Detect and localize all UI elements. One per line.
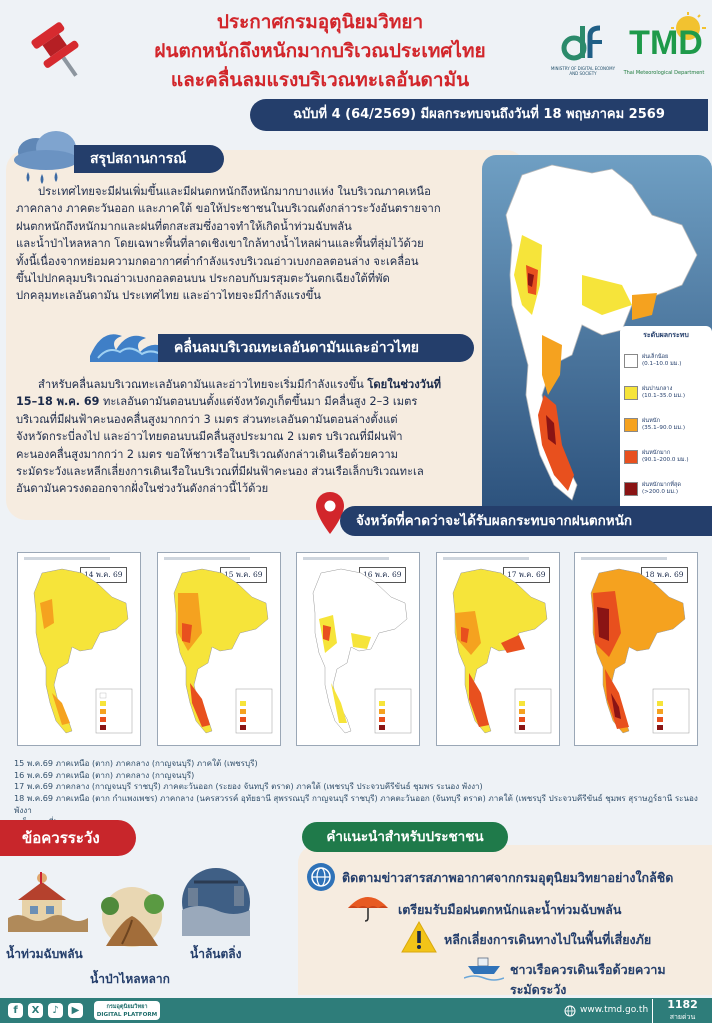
title-line-2: ฝนตกหนักถึงหนักมากบริเวณประเทศไทย [154,40,486,62]
daily-rain-map [22,563,138,743]
legend-item [624,441,708,473]
daily-map-date: 15 พ.ค. 69 [220,567,267,583]
advice-item: หลีกเลี่ยงการเดินทางไปในพื้นที่เสี่ยงภัย [444,932,652,947]
pushpin-icon [18,8,98,78]
legend-range: (0.1–10.0 มม.) [642,361,682,367]
waves-line: ทะเลอันดามันตอนบนตั้งแต่จังหวัดภูเก็ตขึ้นมา มีคลื่นสูง 2–3 เมตร [99,395,418,409]
legend-item [624,377,708,409]
location-pin-icon [316,492,344,534]
daily-map-card [157,552,281,746]
summary-line: ทั้งนี้เนื่องจากหย่อมความกดอากาศต่ำกำลังแรงบริเวณอ่าวเบงกอลตอนล่าง จะเคลื่อน [16,254,419,268]
legend-swatch-moderate [624,386,638,400]
tmd-logo-text: TMD [629,24,703,62]
daily-rain-map [301,563,417,743]
advice-heading: คำแนะนำสำหรับประชาชน [302,822,508,852]
facebook-icon[interactable]: f [8,1003,23,1018]
globe-small-icon [564,1005,576,1017]
summary-line: ปกคลุมทะเลอันดามัน ประเทศไทย และอ่าวไทยจะมีกำลังแรงขึ้น [16,289,321,303]
province-note: 17 พ.ค.69 ภาคกลาง (กาญจนบุรี ราชบุรี) ภาคตะวันออก (ระยอง จันทบุรี ตราด) ภาคใต้ (เพชรบุรี ประจวบคีรีขันธ์ ชุมพร ระนอง พังงา) [14,781,483,792]
summary-line: และน้ำป่าไหลหลาก โดยเฉพาะพื้นที่ลาดเชิงเขาใกล้ทางน้ำไหลผ่านและพื้นที่ลุ่มไว้ด้วย [16,237,424,251]
legend-item [624,345,708,377]
x-icon[interactable]: X [28,1003,43,1018]
advice-item: ชาวเรือควรเดินเรือด้วยความระมัดระวัง [510,962,666,997]
waves-heading: คลื่นลมบริเวณทะเลอันดามันและอ่าวไทย [158,334,474,362]
hotline-value: 1182 [667,998,698,1011]
legend-swatch-very-heavy [624,450,638,464]
tmd-logo-caption: Thai Meteorological Department [623,70,705,76]
website-link[interactable]: www.tmd.go.th [580,1005,649,1015]
summary-line: ฝนตกหนักถึงหนักมากและฝนที่ตกสะสมซึ่งอาจทำให้เกิดน้ำท่วมฉับพลัน [16,219,352,233]
provinces-heading: จังหวัดที่คาดว่าจะได้รับผลกระทบจากฝนตกหนัก [340,506,712,536]
waves-line: คะนองคลื่นสูงมากกว่า 2 เมตร ขอให้ชาวเรือในบริเวณดังกล่าวเดินเรือด้วยความ [16,447,398,461]
river-overflow-icon [180,866,252,938]
tiktok-icon[interactable]: ♪ [48,1003,63,1018]
flash-flood-label: น้ำท่วมฉับพลัน [6,947,83,961]
river-overflow-label: น้ำล้นตลิ่ง [190,947,242,961]
waves-line: บริเวณที่มีฝนฟ้าคะนองคลื่นสูงมากกว่า 3 เมตร ส่วนทะเลอันดามันตอนล่างตั้งแต่ [16,412,398,426]
digital-economy-logo [560,20,608,66]
daily-map-card [17,552,141,746]
digital-platform-badge[interactable] [94,1001,160,1020]
daily-map-date: 17 พ.ค. 69 [503,567,550,583]
daily-map-date: 14 พ.ค. 69 [80,567,127,583]
daily-map-date: 16 พ.ค. 69 [359,567,406,583]
daily-map-date: 18 พ.ค. 69 [641,567,688,583]
forest-run-label: น้ำป่าไหลหลาก [90,972,170,986]
province-note: 18 พ.ค.69 ภาคเหนือ (ตาก กำแพงเพชร) ภาคกลาง (นครสวรรค์ อุทัยธานี สุพรรณบุรี กาญจนบุรี ราชบุรี) ภาคตะวันออก (จันทบุรี ตราด) ภาคใต้ (เพชรบุรี ประจวบคีรีขันธ์ ชุมพร สุราษฎร์ธานี ระนอง พังงา [14,793,698,815]
waves-line: ระมัดระวังและหลีกเลี่ยงการเดินเรือในบริเวณที่มีฝนฟ้าคะนอง ส่วนเรือเล็กบริเวณทะเล [16,465,424,479]
digital-economy-caption: MINISTRY OF DIGITAL ECONOMY AND SOCIETY [550,66,616,76]
legend-item [624,409,708,441]
rain-legend [620,326,712,520]
legend-swatch-heavy [624,418,638,432]
title-line-1: ประกาศกรมอุตุนิยมวิทยา [216,11,424,33]
advice-item: เตรียมรับมือฝนตกหนักและน้ำท่วมฉับพลัน [398,902,622,917]
province-note: 15 พ.ค.69 ภาคเหนือ (ตาก) ภาคกลาง (กาญจนบุรี) ภาคใต้ (เพชรบุรี) [14,758,258,768]
umbrella-icon [346,892,390,922]
issue-banner: ฉบับที่ 4 (64/2569) มีผลกระทบจนถึงวันที่ 18 พฤษภาคม 2569 [250,99,708,131]
daily-map-card [436,552,560,746]
legend-label: ฝนหนัก [642,418,660,424]
boat-icon [464,948,504,982]
legend-swatch-extreme [624,482,638,496]
daily-rain-map [579,563,695,743]
summary-line: ภาคกลาง ภาคตะวันออก และภาคใต้ ขอให้ประชาชนในบริเวณดังกล่าวระวังอันตรายจาก [16,202,441,216]
advice-item: ติดตามข่าวสารสภาพอากาศจากกรมอุตุนิยมวิทยาอย่างใกล้ชิด [342,870,674,885]
daily-rain-map [441,563,557,743]
legend-item [624,473,708,505]
legend-title: ระดับผลกระทบ [643,331,689,339]
hotline-caption: สายด่วน [669,1013,696,1021]
waves-line: จังหวัดกระบี่ลงไป และอ่าวไทยตอนบนมีคลื่นสูงประมาณ 2 เมตร บริเวณที่มีฝนฟ้า [16,430,403,444]
daily-rain-map [162,563,278,743]
legend-range: (35.1–90.0 มม.) [642,425,686,431]
legend-label: ฝนหนักมาก [642,450,671,456]
legend-label: ฝนหนักมากที่สุด [642,482,681,488]
flash-flood-icon [8,870,88,932]
summary-line: ประเทศไทยจะมีฝนเพิ่มขึ้นและมีฝนตกหนักถึงหนักมากบางแห่ง ในบริเวณภาคเหนือ [38,185,431,198]
wave-icon [88,322,168,362]
daily-map-card [574,552,698,746]
globe-icon [306,862,336,892]
warnings-heading: ข้อควรระวัง [0,820,136,856]
legend-range: (90.1–200.0 มม.) [642,457,689,463]
province-note: 16 พ.ค.69 ภาคเหนือ (ตาก) ภาคกลาง (กาญจนบุรี) [14,769,195,780]
legend-label: ฝนปานกลาง [642,386,673,392]
waves-line: อันดามันควรงดออกจากฝั่งในช่วงวันดังกล่าวนี้ไว้ด้วย [16,482,269,496]
waves-line: สำหรับคลื่นลมบริเวณทะเลอันดามันและอ่าวไทยจะเริ่มมีกำลังแรงขึ้น [38,378,368,391]
legend-range: (>200.0 มม.) [642,489,678,495]
badge-line-1: กรมอุตุนิยมวิทยา [106,1004,148,1010]
waves-line-bold: โดยในช่วงวันที่ [367,378,441,391]
hotline-number [652,999,712,1023]
legend-swatch-light [624,354,638,368]
warning-triangle-icon [400,920,438,954]
daily-map-card [296,552,420,746]
waves-text [16,376,482,498]
summary-line: ขึ้นไปปกคลุมบริเวณอ่าวเบงกอลตอนบน ประกอบกับมรสุมตะวันตกเฉียงใต้ที่พัด [16,272,390,286]
legend-label: ฝนเล็กน้อย [642,354,669,360]
footer-bar [0,998,712,1023]
summary-heading: สรุปสถานการณ์ [74,145,224,173]
youtube-icon[interactable]: ▶ [68,1003,83,1018]
summary-text [16,183,482,305]
province-notes [14,758,704,828]
legend-range: (10.1–35.0 มม.) [642,393,686,399]
title-line-3: และคลื่นลมแรงบริเวณทะเลอันดามัน [170,69,470,91]
waves-line-bold: 15–18 พ.ค. 69 [16,395,100,409]
badge-line-2: DIGITAL PLATFORM [96,1012,158,1018]
forest-run-icon [92,886,172,948]
